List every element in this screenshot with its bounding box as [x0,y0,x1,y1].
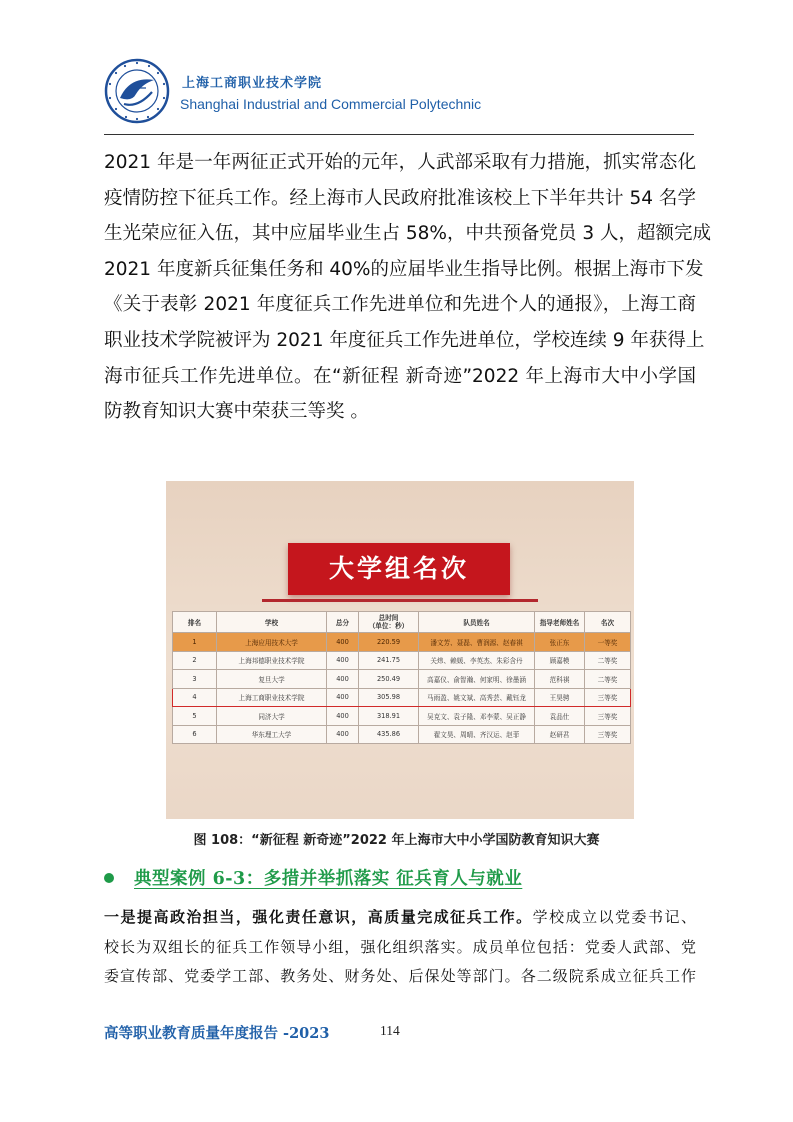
table-row [173,725,631,744]
table-cell: 上海邦德职业技术学院 [217,651,327,670]
page-number: 114 [380,1023,400,1038]
table-row [173,633,631,652]
lead-rest: 学校成立以党委书记、 [532,908,696,926]
para-line: 校长为双组长的征兵工作领导小组，强化组织落实。成员单位包括：党委人武部、党 [104,937,696,956]
column-header: 总分 [327,612,359,633]
table-cell: 高嘉仪、俞智瀚、何家明、徐墨涵 [419,670,535,689]
column-header: 学校 [217,612,327,633]
school-name-en: Shanghai Industrial and Commercial Polytechnic [180,96,482,112]
table-cell: 华东理工大学 [217,725,327,744]
body-line: 2021 年是一年两征正式开始的元年，人武部采取有力措施，抓实常态化 [104,152,696,173]
body-paragraph [104,145,712,430]
table-cell: 范科祺 [535,670,585,689]
table-cell: 4 [173,688,217,707]
case-title: 典型案例 6-3：多措并举抓落实 征兵育人与就业 [134,869,523,889]
para-line [104,903,696,933]
table-cell: 400 [327,707,359,726]
table-cell: 400 [327,688,359,707]
body-line: 2021 年度新兵征集任务和 40%的应届毕业生指导比例。根据上海市下发 [104,258,704,280]
table-row-highlighted [173,688,631,707]
ranking-banner [288,543,510,595]
table-cell: 1 [173,633,217,652]
table-cell: 三等奖 [585,725,631,744]
banner-title: 大学组名次 [328,554,469,583]
bold-lead: 一是提高政治担当，强化责任意识，高质量完成征兵工作。 [104,908,533,926]
table-cell: 一等奖 [585,633,631,652]
table-row [173,670,631,689]
table-cell: 305.98 [359,688,419,707]
bullet-dot-icon [104,873,114,883]
table-cell: 马雨盈、姚文斌、高秀芸、戴钰龙 [419,688,535,707]
table-cell: 318.91 [359,707,419,726]
header-divider [104,134,694,135]
column-header: 指导老师姓名 [535,612,585,633]
table-cell: 复旦大学 [217,670,327,689]
table-cell: 400 [327,633,359,652]
table-cell: 关炜、赖媛、李英杰、朱彩含丹 [419,651,535,670]
table-cell: 翟文昊、周晴、齐汉运、赵菲 [419,725,535,744]
school-name-cn: 上海工商职业技术学院 [182,76,323,91]
body-line: 防教育知识大赛中荣获三等奖 。 [104,401,369,423]
column-header: 排名 [173,612,217,633]
column-header: 名次 [585,612,631,633]
table-cell: 二等奖 [585,670,631,689]
table-cell: 王昊骋 [535,688,585,707]
body-line: 职业技术学院被评为 2021 年度征兵工作先进单位，学校连续 9 年获得上 [104,329,705,351]
table-cell: 435.86 [359,725,419,744]
table-cell: 赵研君 [535,725,585,744]
column-header: 总时间 （单位：秒） [359,612,419,633]
table-row [173,707,631,726]
body-line: 疫情防控下征兵工作。经上海市人民政府批准该校上下半年共计 54 名学 [104,187,696,209]
body-line: 生光荣应征入伍，其中应届毕业生占 58%，中共预备党员 3 人，超额完成 [104,223,712,245]
table-cell: 三等奖 [585,688,631,707]
body-line: 《关于表彰 2021 年度征兵工作先进单位和先进个人的通报》，上海工商 [104,294,696,316]
table-cell: 400 [327,670,359,689]
page-header [104,52,694,132]
table-cell: 顾嘉模 [535,651,585,670]
para-line: 委宣传部、党委学工部、教务处、财务处、后保处等部门。各二级院系成立征兵工作 [104,967,696,985]
table-cell: 5 [173,707,217,726]
column-header: 队员姓名 [419,612,535,633]
table-cell: 二等奖 [585,651,631,670]
table-cell: 张正东 [535,633,585,652]
body-line: 海市征兵工作先进单位。在“新征程 新奇迹”2022 年上海市大中小学国 [104,365,696,387]
table-cell: 400 [327,725,359,744]
school-seal-logo-icon [104,58,170,124]
table-cell: 吴克文、袁子隆、邓李蒙、吴正静 [419,707,535,726]
table-cell: 三等奖 [585,707,631,726]
table-cell: 上海应用技术大学 [217,633,327,652]
competition-photo [166,481,634,819]
table-cell: 上海工商职业技术学院 [217,688,327,707]
table-cell: 250.49 [359,670,419,689]
table-cell: 241.75 [359,651,419,670]
case-paragraph [104,903,696,992]
table-row [173,651,631,670]
table-cell: 2 [173,651,217,670]
table-cell: 220.59 [359,633,419,652]
ranking-table [172,611,631,744]
table-cell: 400 [327,651,359,670]
table-cell: 6 [173,725,217,744]
report-title: 高等职业教育质量年度报告 -2023 [104,1025,330,1042]
banner-underline [262,599,538,602]
table-cell: 潘文芳、聂磊、曹润源、赵春祺 [419,633,535,652]
table-cell: 袁品仕 [535,707,585,726]
table-cell: 3 [173,670,217,689]
figure-caption: 图 108：“新征程 新奇迹”2022 年上海市大中小学国防教育知识大赛 [193,833,600,848]
table-header-row [173,612,631,633]
table-cell: 同济大学 [217,707,327,726]
